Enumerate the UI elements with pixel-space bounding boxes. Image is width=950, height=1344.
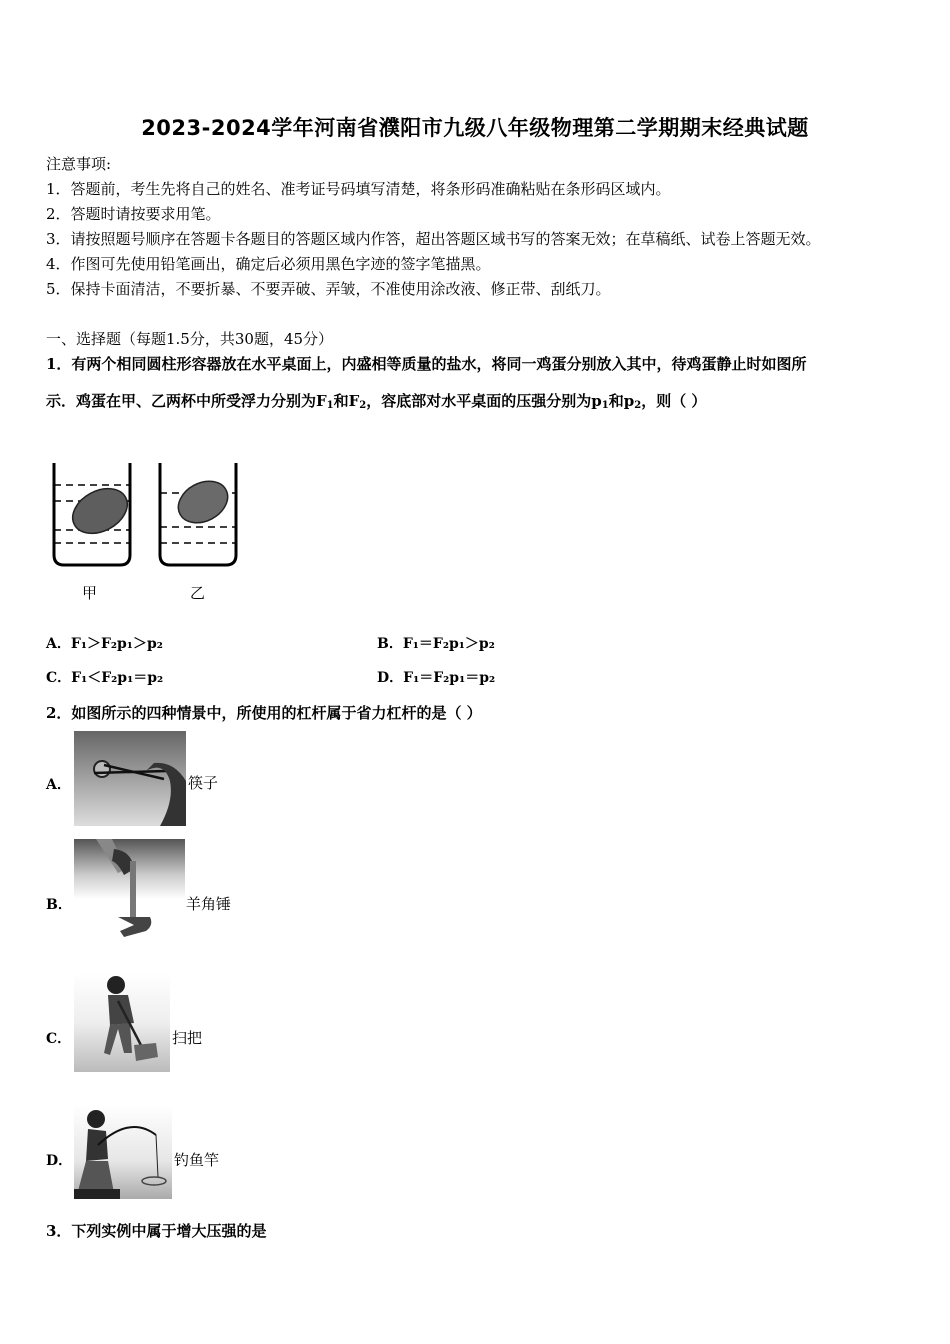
q1-option-d[interactable]: D．F₁＝F₂p₁＝p₂ bbox=[377, 670, 496, 686]
beaker-jia bbox=[54, 463, 135, 565]
notice-item-1: 1．答题前，考生先将自己的姓名、准考证号码填写清楚，将条形码准确粘贴在条形码区域内。 bbox=[46, 180, 671, 198]
q2-option-b-text: 羊角锤 bbox=[186, 895, 232, 913]
q1-stem-line1: 1．有两个相同圆柱形容器放在水平桌面上，内盛相等质量的盐水，将同一鸡蛋分别放入其中，待鸡蛋静止时如图所 bbox=[46, 355, 807, 373]
notice-item-4: 4．作图可先使用铅笔画出，确定后必须用黑色字迹的签字笔描黑。 bbox=[46, 255, 491, 273]
q2-option-a-text: 筷子 bbox=[188, 774, 219, 792]
chopsticks-image bbox=[74, 731, 186, 826]
notice-item-5: 5．保持卡面清洁，不要折暴、不要弄破、弄皱，不准使用涂改液、修正带、刮纸刀。 bbox=[46, 280, 611, 298]
fishing-rod-image bbox=[74, 1105, 172, 1199]
q3-stem: 3．下列实例中属于增大压强的是 bbox=[46, 1222, 267, 1240]
page-title: 2023-2024学年河南省濮阳市九级八年级物理第二学期期末经典试题 bbox=[141, 116, 809, 140]
q2-option-b-label[interactable]: B． bbox=[46, 897, 72, 913]
q1-stem-line2: 示．鸡蛋在甲、乙两杯中所受浮力分别为$F_1$和$F_2$，容底部对水平桌面的压强分别为$p_1$和$p_2$，则（ ） bbox=[46, 392, 707, 411]
q1-beaker-figure bbox=[40, 455, 255, 610]
q2-option-c-label[interactable]: C． bbox=[46, 1031, 72, 1047]
q1-option-b[interactable]: B．F₁＝F₂p₁＞p₂ bbox=[377, 636, 495, 652]
egg-yi bbox=[171, 473, 235, 531]
q2-option-d-text: 钓鱼竿 bbox=[174, 1151, 220, 1169]
fig-label-yi: 乙 bbox=[190, 584, 206, 602]
notice-item-2: 2．答题时请按要求用笔。 bbox=[46, 205, 221, 223]
q2-option-c-text: 扫把 bbox=[172, 1029, 203, 1047]
q1-option-c[interactable]: C．F₁＜F₂p₁＝p₂ bbox=[46, 670, 164, 686]
beaker-yi bbox=[160, 463, 236, 565]
q2-stem: 2．如图所示的四种情景中，所使用的杠杆属于省力杠杆的是（ ） bbox=[46, 704, 482, 722]
notice-item-3: 3．请按照题号顺序在答题卡各题目的答题区域内作答，超出答题区域书写的答案无效；在草稿纸、试卷上答题无效。 bbox=[46, 230, 821, 248]
egg-jia bbox=[65, 480, 135, 543]
q1-option-a[interactable]: A．F₁＞F₂p₁＞p₂ bbox=[46, 636, 163, 652]
q2-option-a-label[interactable]: A． bbox=[46, 777, 71, 793]
notice-heading: 注意事项: bbox=[46, 155, 112, 173]
broom-image bbox=[74, 973, 170, 1072]
fig-label-jia: 甲 bbox=[82, 584, 98, 602]
claw-hammer-image bbox=[74, 839, 185, 939]
section-heading: 一、选择题（每题1.5分，共30题，45分） bbox=[46, 330, 334, 348]
q2-option-d-label[interactable]: D． bbox=[46, 1153, 73, 1169]
